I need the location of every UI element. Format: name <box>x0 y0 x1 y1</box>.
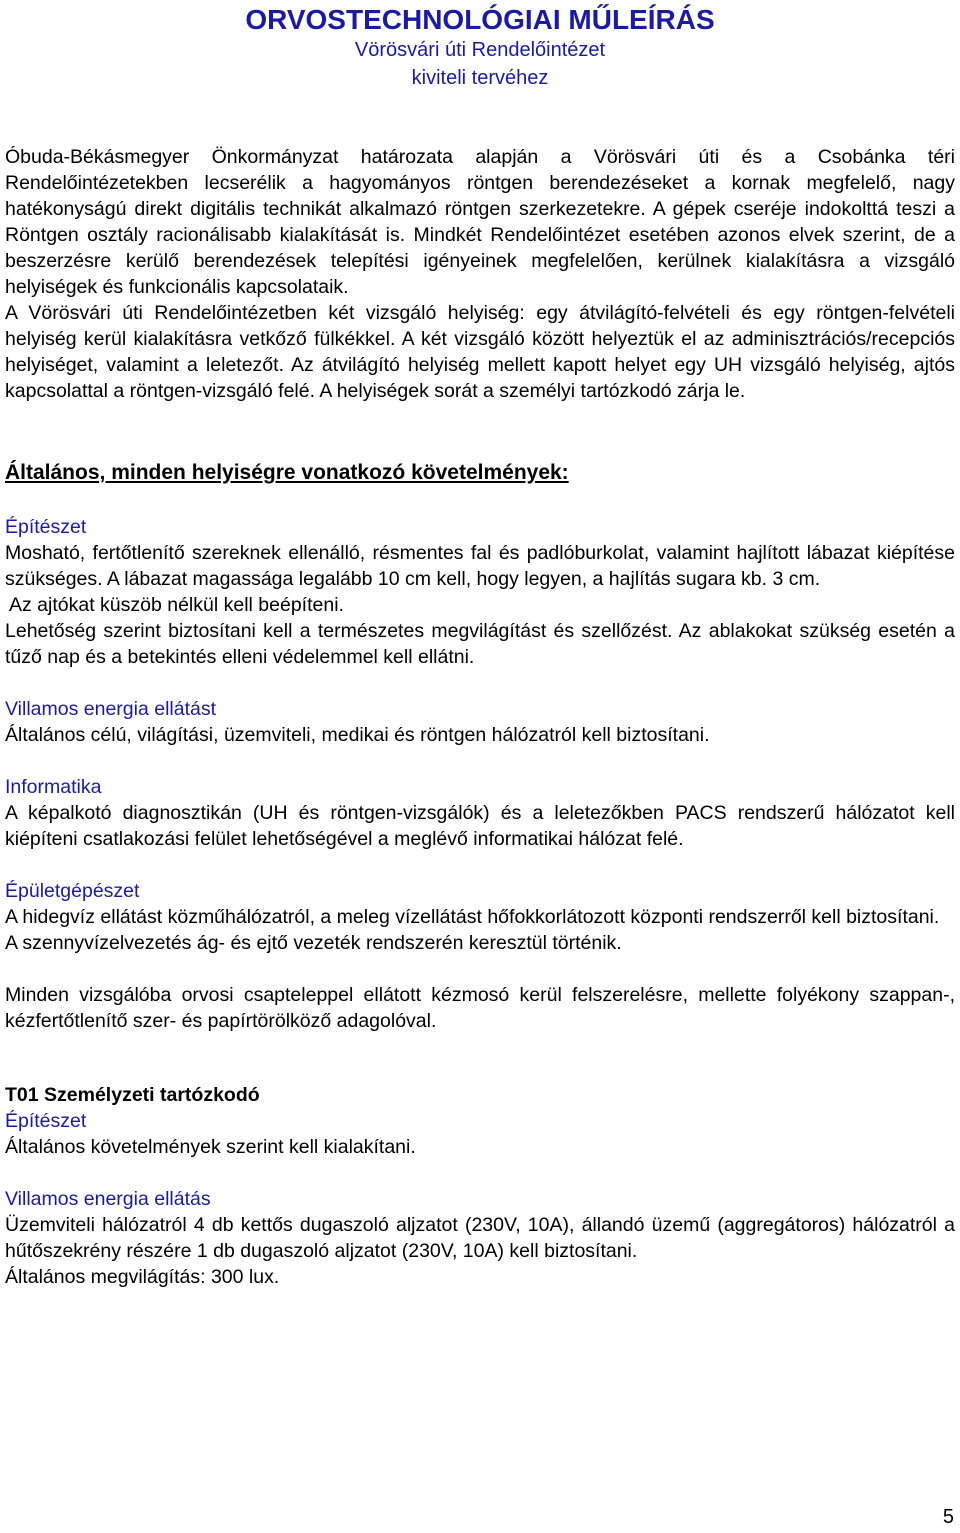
page-number: 5 <box>942 1506 954 1528</box>
section-label-informatika: Informatika <box>5 776 102 798</box>
section-label-villamos: Villamos energia ellátást <box>5 698 217 720</box>
kezmoso-paragraph: Minden vizsgálóba orvosi csapteleppel ellátott kézmosó kerül felszerelésre, mellette folyékony szappan-, kézfertőtlenítő szer- és papírtörölköző adagolóval. <box>5 984 955 1032</box>
t01-epiteszet-paragraph: Általános követelmények szerint kell kialakítani. <box>5 1136 416 1158</box>
t01-section-label-villamos: Villamos energia ellátás <box>5 1188 211 1210</box>
villamos-paragraph: Általános célú, világítási, üzemviteli, medikai és röntgen hálózatról kell biztosítani. <box>5 724 710 746</box>
epuletgepeszet-paragraph-2: A szennyvízelvezetés ág- és ejtő vezeték rendszerén keresztül történik. <box>5 932 622 954</box>
epiteszet-paragraph-2: Az ajtókat küszöb nélkül kell beépíteni. <box>9 594 344 616</box>
t01-heading: T01 Személyzeti tartózkodó <box>5 1084 260 1106</box>
document-title: ORVOSTECHNOLÓGIAI MŰLEÍRÁS <box>245 4 715 35</box>
document-subtitle: Vörösvári úti Rendelőintézet <box>354 39 606 61</box>
epuletgepeszet-paragraph-1: A hidegvíz ellátást közműhálózatról, a meleg vízellátást hőfokkorlátozott központi rendszerről kell biztosítani. <box>5 906 940 928</box>
epiteszet-paragraph-3: Lehetőség szerint biztosítani kell a természetes megvilágítást és szellőzést. Az ablakokat szükség esetén a tűző nap és a betekintés elleni védelemmel kell ellátni. <box>5 620 955 668</box>
intro-paragraph-1: Óbuda-Békásmegyer Önkormányzat határozata alapján a Vörösvári úti és a Csobánka téri Rendelőintézetekben lecserélik a hagyományos röntgen berendezéseket a kornak megfelelő, nagy hatékonyságú direkt digitális technikát alkalmazó röntgen szerkezetekre. A gépek cseréje indokolttá teszi a Röntgen osztály racionálisabb kialakítását is. Mindkét Rendelőintézet esetében azonos elvek szerint, de a beszerzésre kerülő berendezések telepítési igényeinek megfelelően, kerülnek kialakításra a vizsgáló helyiségek és funkcionális kapcsolataik. <box>5 146 955 298</box>
document-subtitle-2: kiviteli tervéhez <box>411 67 549 89</box>
document-header <box>0 0 960 92</box>
t01-villamos-paragraph: Üzemviteli hálózatról 4 db kettős dugaszoló aljzatot (230V, 10A), állandó üzemű (aggregátoros) hálózatról a hűtőszekrény részére 1 db dugaszoló aljzatot (230V, 10A) kell biztosítani. <box>5 1214 955 1262</box>
intro-paragraph-2: A Vörösvári úti Rendelőintézetben két vizsgáló helyiség: egy átvilágító-felvételi és egy röntgen-felvételi helyiség kerül kialakításra vetkőző fülkékkel. A két vizsgáló között helyeztük el az adminisztrációs/recepciós helyiséget, valamint a leletezőt. Az átvilágító helyiség mellett kapott helyet egy UH vizsgáló helyiség, ajtós kapcsolattal a röntgen-vizsgáló felé. A helyiségek sorát a személyi tartózkodó zárja le. <box>5 302 955 402</box>
section-label-epuletgepeszet: Épületgépészet <box>5 880 140 902</box>
section-label-epiteszet: Építészet <box>5 516 87 538</box>
epiteszet-paragraph-1: Mosható, fertőtlenítő szereknek ellenálló, résmentes fal és padlóburkolat, valamint hajlított lábazat kiépítése szükséges. A lábazat magassága legalább 10 cm kell, hogy legyen, a hajlítás sugara kb. 3 cm. <box>5 542 955 590</box>
general-requirements-heading: Általános, minden helyiségre vonatkozó követelmények: <box>5 461 569 484</box>
t01-megvilagitas-paragraph: Általános megvilágítás: 300 lux. <box>5 1266 280 1288</box>
t01-section-label-epiteszet: Építészet <box>5 1110 87 1132</box>
document-body <box>5 144 955 1290</box>
informatika-paragraph: A képalkotó diagnosztikán (UH és röntgen-vizsgálók) és a leletezőkben PACS rendszerű hálózatot kell kiépíteni csatlakozási felület lehetőségével a meglévő informatikai hálózat felé. <box>5 802 955 850</box>
